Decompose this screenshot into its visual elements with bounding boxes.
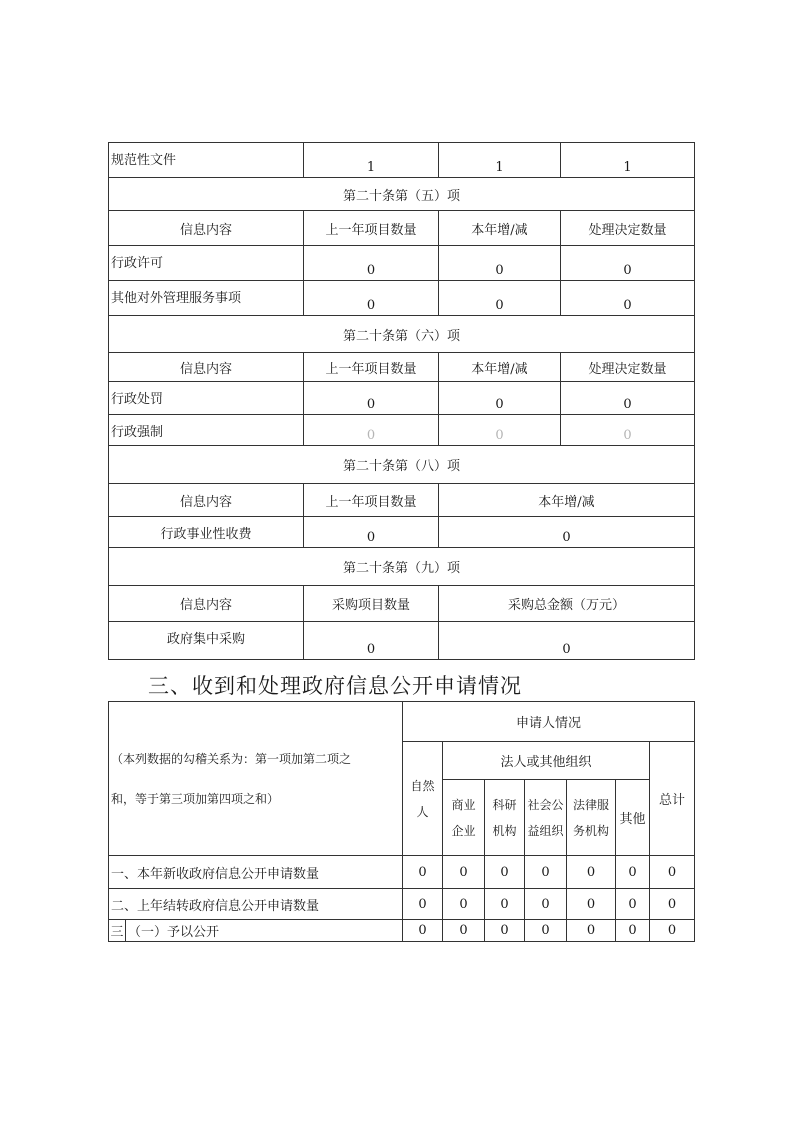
sub-header-research (485, 780, 525, 856)
open-info-table (108, 142, 695, 660)
total-header: 总计 (650, 742, 695, 856)
header-line: 社会公 (527, 797, 564, 812)
section-heading: 三、收到和处理政府信息公开申请情况 (148, 674, 522, 698)
cell-value: 0 (443, 856, 485, 889)
section-title-row (109, 548, 695, 586)
cell-value: 0 (439, 246, 561, 281)
header-line: 机构 (492, 823, 517, 838)
column-header: 处理决定数量 (561, 211, 695, 246)
column-header: 采购总金额（万元） (439, 586, 695, 622)
column-header: 本年增/减 (439, 353, 561, 382)
header-line: 务机构 (573, 823, 610, 838)
cell-value: 0 (616, 856, 650, 889)
cell-value: 1 (304, 143, 439, 178)
header-line: 企业 (451, 823, 476, 838)
column-header: 上一年项目数量 (304, 353, 439, 382)
sub-header-other: 其他 (616, 780, 650, 856)
column-header: 本年增/减 (439, 484, 695, 517)
cell-value: 0 (439, 517, 695, 548)
row-label: 行政事业性收费 (109, 517, 304, 548)
header-line: 益组织 (527, 823, 564, 838)
cell-value: 1 (561, 143, 695, 178)
cell-value: 0 (304, 622, 439, 660)
header-line: 商业 (451, 797, 476, 812)
cell-value: 0 (616, 920, 650, 942)
row-label: 行政强制 (109, 415, 304, 446)
header-row (109, 484, 695, 517)
cell-value: 0 (485, 889, 525, 920)
cell-value: 0 (403, 920, 443, 942)
section-title: 第二十条第（五）项 (109, 178, 695, 211)
cell-value: 0 (485, 920, 525, 942)
cell-value: 0 (567, 856, 616, 889)
table-row (109, 281, 695, 316)
cell-value: 0 (439, 281, 561, 316)
cell-value: 0 (304, 281, 439, 316)
header-row (109, 211, 695, 246)
row-label: 一、本年新收政府信息公开申请数量 (109, 856, 403, 889)
row-label: 行政处罚 (109, 382, 304, 415)
section-title: 第二十条第（六）项 (109, 316, 695, 353)
row-label: 政府集中采购 (109, 622, 304, 660)
cell-value: 0 (616, 889, 650, 920)
row-label: 二、上年结转政府信息公开申请数量 (109, 889, 403, 920)
cell-value: 0 (439, 622, 695, 660)
cell-value: 0 (403, 889, 443, 920)
sub-header-public-welfare (525, 780, 567, 856)
cell-value: 0 (443, 920, 485, 942)
cell-value: 0 (561, 246, 695, 281)
application-table (108, 701, 695, 942)
cell-value: 0 (525, 920, 567, 942)
row-label: 行政许可 (109, 246, 304, 281)
sub-header-legal-service (567, 780, 616, 856)
cell-value: 0 (567, 889, 616, 920)
cell-value: 0 (439, 415, 561, 446)
note-line: 和，等于第三项加第四项之和） (111, 791, 280, 806)
row-label: 规范性文件 (109, 143, 304, 178)
sub-header-business (443, 780, 485, 856)
cell-value: 0 (561, 415, 695, 446)
table-row (109, 622, 695, 660)
cell-value: 0 (403, 856, 443, 889)
row-label: （一）予以公开 (126, 920, 403, 942)
table-row (109, 143, 695, 178)
natural-person-header (403, 742, 443, 856)
cell-value: 0 (304, 415, 439, 446)
section-title-row (109, 178, 695, 211)
cell-value: 0 (485, 856, 525, 889)
table-row (109, 517, 695, 548)
cell-value: 0 (650, 920, 695, 942)
header-line: 法律服 (573, 797, 610, 812)
cell-value: 0 (304, 246, 439, 281)
applicant-header: 申请人情况 (403, 702, 695, 742)
column-header: 信息内容 (109, 211, 304, 246)
cell-value: 0 (304, 517, 439, 548)
section-title-row (109, 316, 695, 353)
note-line: （本列数据的勾稽关系为：第一项加第二项之 (111, 751, 352, 766)
table-row (109, 246, 695, 281)
cell-value: 0 (561, 281, 695, 316)
note-cell (109, 702, 403, 856)
column-header: 信息内容 (109, 484, 304, 517)
column-header: 采购项目数量 (304, 586, 439, 622)
cell-value: 0 (525, 889, 567, 920)
cell-value: 0 (304, 382, 439, 415)
header-line: 人 (416, 804, 429, 819)
column-header: 本年增/减 (439, 211, 561, 246)
cell-value: 1 (439, 143, 561, 178)
legal-org-header: 法人或其他组织 (443, 742, 650, 780)
section-title: 第二十条第（九）项 (109, 548, 695, 586)
row-prefix: 三 (109, 920, 126, 942)
section-title-row (109, 446, 695, 484)
table-row (109, 382, 695, 415)
column-header: 上一年项目数量 (304, 484, 439, 517)
column-header: 处理决定数量 (561, 353, 695, 382)
table-row (109, 856, 695, 889)
header-line: 自然 (410, 778, 435, 793)
header-line: 科研 (492, 797, 517, 812)
row-label: 其他对外管理服务事项 (109, 281, 304, 316)
cell-value: 0 (561, 382, 695, 415)
cell-value: 0 (525, 856, 567, 889)
column-header: 信息内容 (109, 586, 304, 622)
table-row (109, 889, 695, 920)
cell-value: 0 (443, 889, 485, 920)
column-header: 上一年项目数量 (304, 211, 439, 246)
cell-value: 0 (650, 889, 695, 920)
table-row (109, 415, 695, 446)
cell-value: 0 (567, 920, 616, 942)
header-row (109, 353, 695, 382)
section-title: 第二十条第（八）项 (109, 446, 695, 484)
header-row (109, 586, 695, 622)
column-header: 信息内容 (109, 353, 304, 382)
table-row (109, 920, 695, 942)
cell-value: 0 (650, 856, 695, 889)
cell-value: 0 (439, 382, 561, 415)
